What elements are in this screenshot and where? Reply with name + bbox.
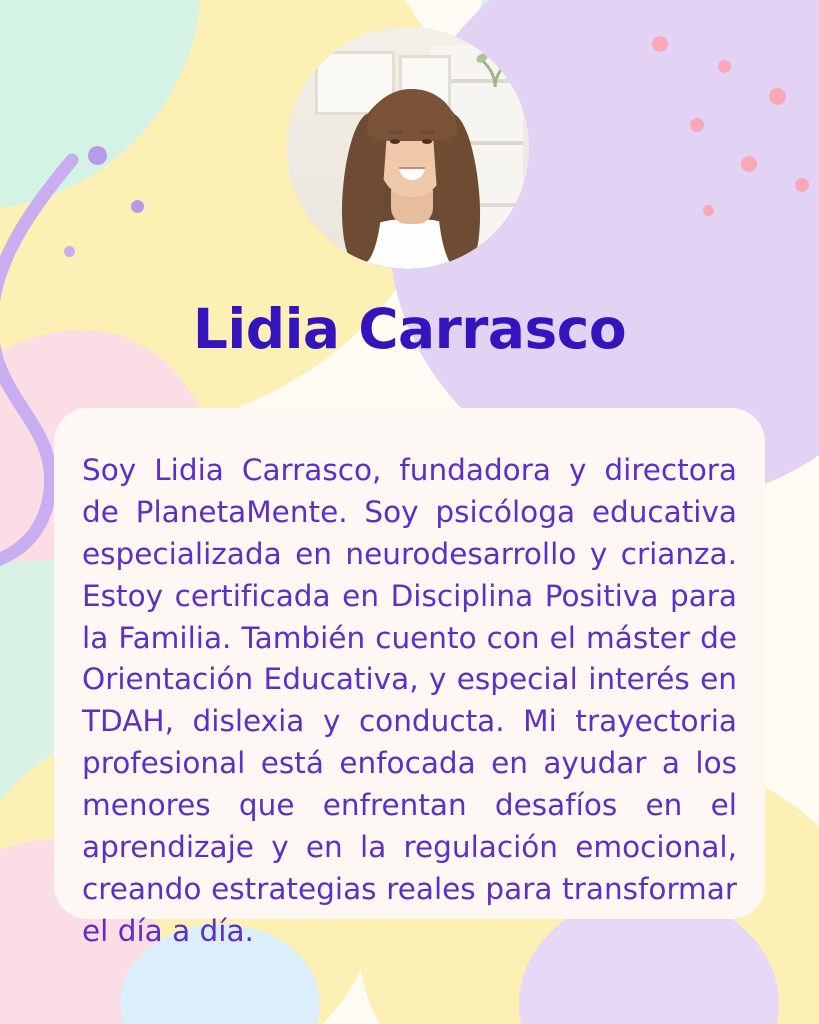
decor-dot — [741, 156, 757, 172]
person-name: Lidia Carrasco — [192, 297, 627, 361]
decor-dot — [652, 36, 668, 52]
decor-dot — [795, 178, 809, 192]
avatar — [287, 27, 529, 269]
bio-panel — [54, 408, 765, 948]
photo-eyebrow — [388, 131, 402, 134]
decor-dot — [88, 146, 107, 165]
decor-dot — [131, 200, 144, 213]
decor-dot — [64, 246, 75, 257]
plant-icon — [475, 49, 515, 89]
photo-eye — [422, 139, 432, 144]
avatar-photo — [287, 27, 529, 269]
bio-text: Soy Lidia Carrasco, fundadora y directora de PlanetaMente. Soy psicóloga educativa especializada en neurodesarrollo y crianza. Estoy certificada en Disciplina Positiva para la Familia. También cuento con el máster de Orientación Educativa, y especial interés en TDAH, dislexia y conducta. Mi trayectoria profesional está enfocada en ayudar a los menores que enfrentan desafíos en el aprendizaje y en la regulación emocional, creando estrategias reales para transformar el día a día. — [82, 453, 737, 948]
decor-dot — [718, 60, 731, 73]
decor-dot — [703, 205, 714, 216]
photo-eyebrow — [420, 131, 434, 134]
photo-eye — [390, 139, 400, 144]
decor-dot — [690, 118, 704, 132]
decor-dot — [769, 88, 786, 105]
